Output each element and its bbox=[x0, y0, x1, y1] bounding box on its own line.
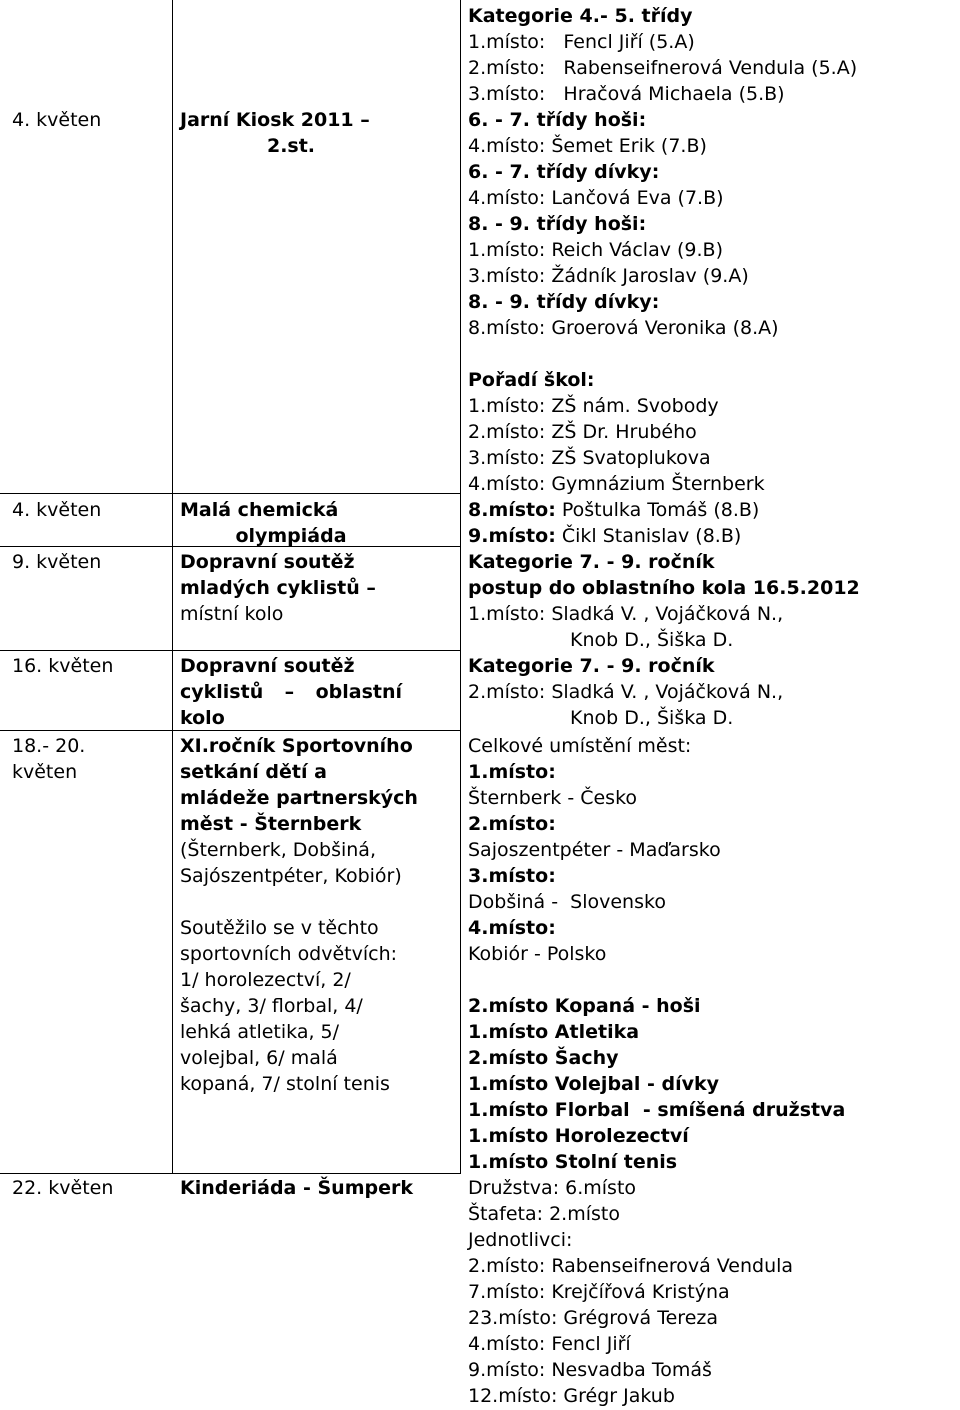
result-line: 3.místo: Hračová Michaela (5.B) bbox=[468, 83, 785, 105]
result-line: 2.místo Kopaná - hoši bbox=[468, 995, 701, 1017]
event-name-line: setkání dětí a bbox=[180, 761, 327, 783]
event-results bbox=[468, 1175, 956, 1409]
result-line bbox=[468, 341, 956, 367]
result-line: Kategorie 4.- 5. třídy bbox=[468, 5, 693, 27]
event-name-line: lehká atletika, 5/ bbox=[180, 1021, 340, 1043]
result-line: 8.místo: Groerová Veronika (8.A) bbox=[468, 317, 779, 339]
event-name-line bbox=[180, 889, 402, 915]
result-line: 1.místo: Sladká V. , Vojáčková N., bbox=[468, 603, 784, 625]
result-line: 1.místo: ZŠ nám. Svobody bbox=[468, 395, 719, 417]
event-name-line: Dopravní soutěž bbox=[180, 655, 355, 677]
result-line: 8. - 9. třídy dívky: bbox=[468, 291, 660, 313]
event-name-line: Sajószentpéter, Kobiór) bbox=[180, 865, 402, 887]
result-line: Kobiór - Polsko bbox=[468, 943, 607, 965]
event-name-line: Kinderiáda - Šumperk bbox=[180, 1177, 413, 1199]
row-divider bbox=[0, 493, 460, 494]
event-name-line: XI.ročník Sportovního bbox=[180, 735, 413, 757]
event-name-line: kopaná, 7/ stolní tenis bbox=[180, 1073, 390, 1095]
event-name-line: sportovních odvětvích: bbox=[180, 943, 398, 965]
result-line: 4.místo: Gymnázium Šternberk bbox=[468, 473, 765, 495]
result-line: Štafeta: 2.místo bbox=[468, 1203, 620, 1225]
event-date bbox=[12, 107, 168, 133]
event-name bbox=[180, 107, 402, 159]
result-line: Pořadí škol: bbox=[468, 369, 595, 391]
result-line: 2.místo: ZŠ Dr. Hrubého bbox=[468, 421, 697, 443]
result-line-part: Poštulka Tomáš (8.B) bbox=[555, 499, 760, 521]
result-line: 1.místo: Reich Václav (9.B) bbox=[468, 239, 723, 261]
date-text: 4. květen bbox=[12, 109, 102, 131]
result-line: 4.místo: bbox=[468, 917, 556, 939]
result-line: 4.místo: Lančová Eva (7.B) bbox=[468, 187, 724, 209]
event-name-line: cyklistů – oblastní bbox=[180, 681, 402, 703]
result-line: 3.místo: bbox=[468, 865, 556, 887]
event-date bbox=[12, 549, 168, 575]
event-name bbox=[180, 653, 402, 731]
result-line: 2.místo: Rabenseifnerová Vendula bbox=[468, 1255, 794, 1277]
event-name-line: 1/ horolezectví, 2/ bbox=[180, 969, 351, 991]
event-name-line: Dopravní soutěž bbox=[180, 551, 355, 573]
date-text: 16. květen bbox=[12, 655, 114, 677]
date-text: 4. květen bbox=[12, 499, 102, 521]
event-name-line: (Šternberk, Dobšiná, bbox=[180, 839, 376, 861]
result-line: 1.místo: bbox=[468, 761, 556, 783]
event-name bbox=[180, 497, 402, 549]
result-line: 6. - 7. třídy hoši: bbox=[468, 109, 647, 131]
event-name bbox=[180, 1175, 413, 1201]
row-divider bbox=[0, 1173, 460, 1174]
result-line: 8. - 9. třídy hoši: bbox=[468, 213, 647, 235]
event-name-line: mládeže partnerských bbox=[180, 787, 418, 809]
result-line: Dobšiná - Slovensko bbox=[468, 891, 666, 913]
result-line: Šternberk - Česko bbox=[468, 787, 638, 809]
result-line: 6. - 7. třídy dívky: bbox=[468, 161, 660, 183]
result-line bbox=[468, 523, 956, 549]
date-text: 22. květen bbox=[12, 1177, 114, 1199]
event-name-line: Jarní Kiosk 2011 – bbox=[180, 109, 370, 131]
result-line: Knob D., Šiška D. bbox=[570, 629, 734, 651]
result-line: 3.místo: ZŠ Svatoplukova bbox=[468, 447, 711, 469]
result-line: 1.místo Volejbal - dívky bbox=[468, 1073, 720, 1095]
result-line: 1.místo Atletika bbox=[468, 1021, 640, 1043]
date-text: 18.- 20. bbox=[12, 735, 86, 757]
event-name bbox=[180, 549, 402, 627]
event-name-line: Soutěžilo se v těchto bbox=[180, 917, 379, 939]
date-text: 9. květen bbox=[12, 551, 102, 573]
event-date bbox=[12, 733, 168, 785]
result-line: 4.místo: Fencl Jiří bbox=[468, 1333, 631, 1355]
event-date bbox=[12, 653, 168, 679]
row-divider bbox=[0, 650, 460, 651]
event-name-line: kolo bbox=[180, 707, 225, 729]
result-line: Sajoszentpéter - Maďarsko bbox=[468, 839, 721, 861]
result-line: 12.místo: Grégr Jakub bbox=[468, 1385, 675, 1407]
result-line-part: 9.místo: bbox=[468, 525, 556, 547]
result-line: 7.místo: Krejčířová Kristýna bbox=[468, 1281, 730, 1303]
result-line: 1.místo: Fencl Jiří (5.A) bbox=[468, 31, 695, 53]
event-name-line: 2.st. bbox=[266, 135, 316, 157]
result-line: 2.místo: Rabenseifnerová Vendula (5.A) bbox=[468, 57, 858, 79]
event-name-line: mladých cyklistů – bbox=[180, 577, 376, 599]
column-divider-date-event bbox=[172, 0, 173, 1174]
result-line: postup do oblastního kola 16.5.2012 bbox=[468, 577, 860, 599]
event-results bbox=[468, 733, 956, 1175]
result-line bbox=[468, 497, 956, 523]
event-name-line: olympiáda bbox=[235, 525, 347, 547]
event-results bbox=[468, 549, 956, 653]
result-line: 23.místo: Grégrová Tereza bbox=[468, 1307, 718, 1329]
result-line: 1.místo Horolezectví bbox=[468, 1125, 689, 1147]
result-line-part: 8.místo: bbox=[468, 499, 556, 521]
result-line: 2.místo: bbox=[468, 813, 556, 835]
date-text: květen bbox=[12, 761, 78, 783]
result-line: Knob D., Šiška D. bbox=[570, 707, 734, 729]
result-line: 2.místo Šachy bbox=[468, 1047, 619, 1069]
event-name-line: místní kolo bbox=[180, 603, 284, 625]
result-line: Kategorie 7. - 9. ročník bbox=[468, 655, 715, 677]
result-line: 3.místo: Žádník Jaroslav (9.A) bbox=[468, 265, 749, 287]
result-line bbox=[468, 967, 956, 993]
result-line: 4.místo: Šemet Erik (7.B) bbox=[468, 135, 707, 157]
result-line: Družstva: 6.místo bbox=[468, 1177, 637, 1199]
result-line: 9.místo: Nesvadba Tomáš bbox=[468, 1359, 712, 1381]
result-line: 2.místo: Sladká V. , Vojáčková N., bbox=[468, 681, 784, 703]
result-line: 1.místo Florbal - smíšená družstva bbox=[468, 1099, 846, 1121]
result-line: Jednotlivci: bbox=[468, 1229, 573, 1251]
result-line: Kategorie 7. - 9. ročník bbox=[468, 551, 715, 573]
result-line: 1.místo Stolní tenis bbox=[468, 1151, 678, 1173]
result-line: Celkové umístění měst: bbox=[468, 735, 692, 757]
event-date bbox=[12, 1175, 168, 1201]
event-name-line: měst - Šternberk bbox=[180, 813, 362, 835]
column-divider-event-results bbox=[460, 0, 461, 1174]
event-name bbox=[180, 733, 418, 1097]
event-name-line: šachy, 3/ florbal, 4/ bbox=[180, 995, 363, 1017]
event-results bbox=[468, 497, 956, 549]
event-name-line: Malá chemická bbox=[180, 499, 339, 521]
event-date bbox=[12, 497, 168, 523]
result-line-part: Čikl Stanislav (8.B) bbox=[555, 525, 742, 547]
event-results bbox=[468, 3, 956, 497]
event-name-line: volejbal, 6/ malá bbox=[180, 1047, 338, 1069]
event-results bbox=[468, 653, 956, 731]
